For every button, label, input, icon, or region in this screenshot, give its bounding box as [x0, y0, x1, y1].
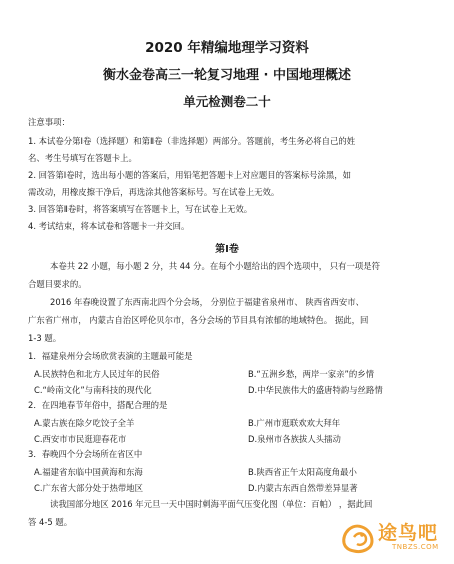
- watermark-text: 途鸟吧: [378, 522, 439, 544]
- option-d: D.内蒙古东西自然带差异显著: [248, 483, 358, 493]
- notice-item: 1. 本试卷分第Ⅰ卷（选择题）和第Ⅱ卷（非选择题）两部分。答题前，考生务必将自己的姓: [28, 136, 356, 146]
- doc-title: 2020 年精编地理学习资料: [145, 40, 309, 56]
- notice-item: 4. 考试结束，将本试卷和答题卡一并交回。: [28, 221, 190, 231]
- option-d: D.中华民族伟大的盛唐特韵与丝路情: [248, 385, 383, 395]
- option-b: B.陕西省正午太阳高度角最小: [248, 467, 357, 477]
- notice-item: 2. 回答第Ⅰ卷时，选出每小题的答案后，用铅笔把答题卡上对应题目的答案标号涂黑，如: [28, 170, 351, 180]
- passage-text: 广东省广州市， 内蒙古自治区呼伦贝尔市，各分会场的节目具有浓郁的地域特色。 据此，回: [28, 315, 369, 325]
- question-stem: 1．福建泉州分会场欣赏表演的主题最可能是: [28, 351, 193, 361]
- section-intro: 本卷共 22 小题，每小题 2 分，共 44 分。在每个小题给出的四个选项中， 只有一项是符: [50, 261, 381, 271]
- bird-logo-icon: [338, 517, 378, 557]
- notice-heading: 注意事项：: [28, 117, 70, 127]
- watermark-subtext: TNBZS.COM: [392, 543, 439, 551]
- option-b: B.“五洲乡愁，两岸一家亲”的乡情: [248, 369, 374, 379]
- doc-unit-title: 单元检测卷二十: [183, 94, 271, 109]
- option-a: A.蒙古族在除夕吃饺子全羊: [34, 418, 135, 428]
- option-a: A.民族特色和北方人民过年的民俗: [34, 369, 160, 379]
- notice-item: 名、考生号填写在答题卡上。: [28, 153, 137, 163]
- question-stem: 3．春晚四个分会场所在省区中: [28, 449, 143, 459]
- watermark-logo: [338, 516, 446, 558]
- passage-text: 2016 年春晚设置了东西南北四个分会场， 分别位于福建省泉州市、 陕西省西安市、: [50, 297, 365, 307]
- passage-text: 读我国部分地区 2016 年元旦一天中国时刺海平面气压变化图（单位：百帕） ，据此回: [50, 499, 373, 509]
- section-heading: 第Ⅰ卷: [215, 244, 239, 255]
- notice-item: 需改动，用橡皮擦干净后，再选涂其他答案标号。写在试卷上无效。: [28, 187, 280, 197]
- passage-text: 1-3 题。: [28, 333, 62, 343]
- option-c: C.西安市市民逛迎春花市: [34, 434, 127, 444]
- option-c: C.“岭南文化”与南科技的现代化: [34, 385, 152, 395]
- option-b: B.广州市逛联欢欢大拜年: [248, 418, 341, 428]
- option-c: C.广东省大部分处于热带地区: [34, 483, 144, 493]
- question-stem: 2．在四地春节年俗中，搭配合理的是: [28, 400, 168, 410]
- passage-text: 答 4-5 题。: [28, 517, 73, 527]
- doc-subtitle: 衡水金卷高三一轮复习地理 · 中国地理概述: [103, 68, 351, 83]
- notice-item: 3. 回答第Ⅱ卷时，将答案填写在答题卡上，写在试卷上无效。: [28, 204, 253, 214]
- section-intro: 合题目要求的。: [28, 279, 87, 289]
- option-a: A.福建省东临中国黄海和东海: [34, 467, 143, 477]
- option-d: D.泉州市各族拔人头擂动: [248, 434, 341, 444]
